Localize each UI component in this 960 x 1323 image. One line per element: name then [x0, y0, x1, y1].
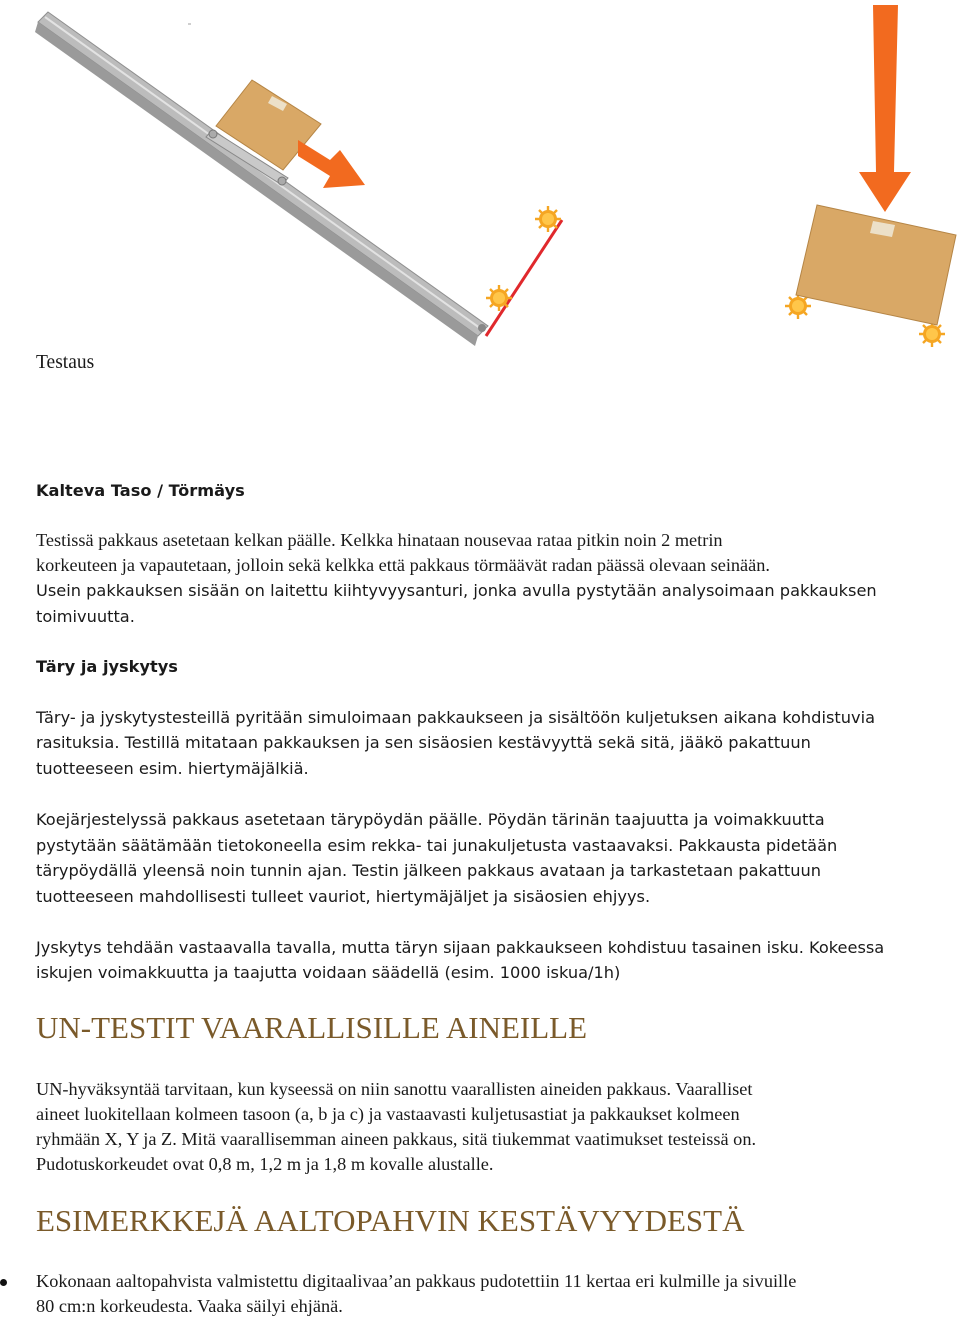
bullet-icon [0, 1279, 7, 1286]
paragraph-line: Testissä pakkaus asetetaan kelkan päälle. Kelkka hinataan nousevaa rataa pitkin noin 2 metrin [36, 530, 723, 550]
arrow-icon [298, 140, 365, 188]
page-title: Testaus [36, 352, 95, 373]
paragraph-line: aineet luokitellaan kolmeen tasoon (a, b ja c) ja vastaavasti kuljetusastiat ja pakkaukset kolmeen [36, 1104, 740, 1124]
section-heading-incline: Kalteva Taso / Törmäys [36, 481, 245, 500]
box-on-table [796, 205, 956, 325]
paragraph-line: ryhmään X, Y ja Z. Mitä vaarallisemman aineen pakkaus, sitä tiukemmat vaatimukset testeissä on. [36, 1129, 757, 1149]
paragraph-line: tärypöydällä yleensä noin tunnin ajan. Testin jälkeen pakkaus avataan ja tarkastetaan pakattuun [36, 861, 821, 880]
arrow-down-icon [859, 5, 911, 212]
list-item: Kokonaan aaltopahvista valmistettu digitaalivaa’an pakkaus pudotettiin 11 kertaa eri kulmille ja sivuille [36, 1271, 797, 1291]
paragraph-line: Koejärjestelyssä pakkaus asetetaan tärypöydän päälle. Pöydän tärinän taajuutta ja voimakkuutta [36, 810, 825, 829]
paragraph-line: tuotteeseen mahdollisesti tulleet vauriot, hiertymäjäljet ja sisäosien ehjyys. [36, 887, 651, 906]
paragraph-line: Usein pakkauksen sisään on laitettu kiihtyvyysanturi, jonka avulla pystytään analysoimaan pakkauksen [36, 581, 877, 600]
paragraph-line: korkeuteen ja vapautetaan, jolloin sekä kelkka että pakkaus törmäävät radan päässä olevaan seinään. [36, 555, 770, 575]
paragraph-line: iskujen voimakkuutta ja taajutta voidaan säädellä (esim. 1000 iskua/1h) [36, 963, 621, 982]
paragraph-line: Täry- ja jyskytystesteillä pyritään simuloimaan pakkaukseen ja sisältöön kuljetuksen aikana kohdistuvia [36, 708, 875, 727]
wall [486, 220, 562, 336]
paragraph-line: toimivuutta. [36, 607, 135, 626]
paragraph-line: pystytään säätämään tietokoneella esim rekka- tai junakuljetusta vastaavaksi. Pakkausta pidetään [36, 836, 838, 855]
section-heading-examples: ESIMERKKEJÄ AALTOPAHVIN KESTÄVYYDESTÄ [36, 1203, 745, 1238]
paragraph-line: UN-hyväksyntää tarvitaan, kun kyseessä on niin sanottu vaarallisten aineiden pakkaus. Vaaralliset [36, 1079, 753, 1099]
test-illustration [0, 0, 960, 350]
paragraph-line: tuotteeseen esim. hiertymäjälkiä. [36, 759, 309, 778]
paragraph-line: Jyskytys tehdään vastaavalla tavalla, mutta täryn sijaan pakkaukseen kohdistuu tasainen isku. Kokeessa [36, 938, 885, 957]
paragraph-line: rasituksia. Testillä mitataan pakkauksen ja sen sisäosien kestävyyttä sekä sitä, jääkö pakattuun [36, 733, 811, 752]
paragraph-line: Pudotuskorkeudet ovat 0,8 m, 1,2 m ja 1,8 m kovalle alustalle. [36, 1154, 494, 1174]
section-heading-un: UN-TESTIT VAARALLISILLE AINEILLE [36, 1010, 588, 1045]
inclined-rail [35, 12, 488, 346]
list-item: 80 cm:n korkeudesta. Vaaka säilyi ehjänä. [36, 1296, 343, 1316]
section-heading-vibration: Täry ja jyskytys [36, 657, 178, 676]
